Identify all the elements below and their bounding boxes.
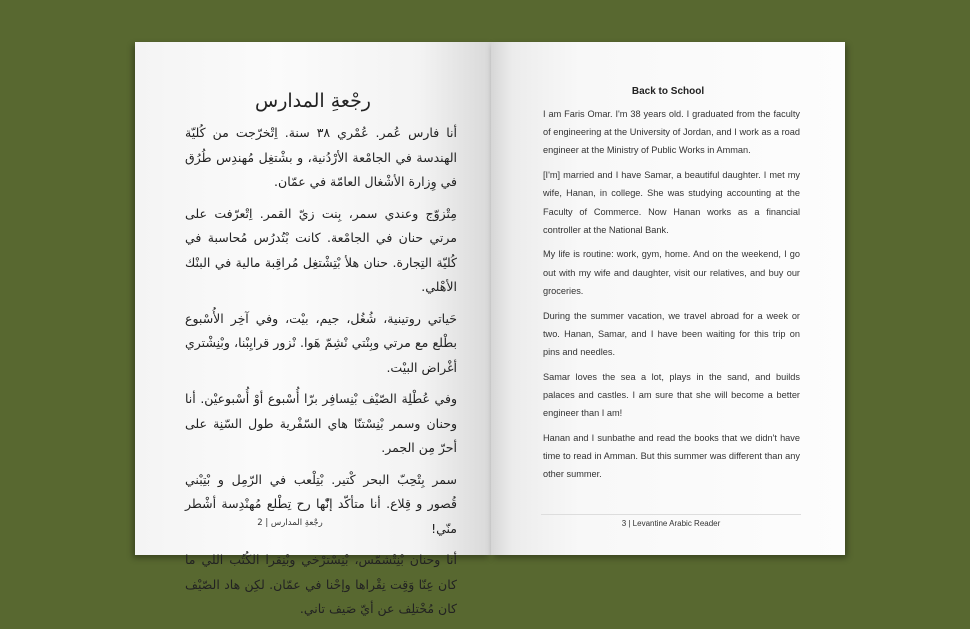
arabic-story-title: رجْعةِ المدارس xyxy=(255,90,371,112)
arabic-story-body xyxy=(185,121,457,629)
english-paragraph: During the summer vacation, we travel abroad for a week or two. Hanan, Samar, and I have been waiting for this trip on pins and needles. xyxy=(543,310,800,357)
english-paragraph: Samar loves the sea a lot, plays in the sand, and builds palaces and castles. I am sure that she will become a better engineer than I am! xyxy=(543,371,800,419)
arabic-paragraph: أنا فارس عُمر. عُمْري ٣٨ سنة. اِتْخرّجت من كُليّة الهندسة في الجامْعة الأرْدُنية، و بشْتغِل مُهندِس طُرُق في وِزارة الأشْغال العامّة في عمّان. xyxy=(185,125,457,189)
left-page-arabic xyxy=(135,42,491,616)
english-paragraph: My life is routine: work, gym, home. And on the weekend, I go out with my wife and daughter, visit our relatives, and buy our groceries. xyxy=(543,249,800,296)
english-story-body xyxy=(543,105,800,490)
right-page-english xyxy=(491,42,845,555)
english-paragraph: I am Faris Omar. I'm 38 years old. I graduated from the faculty of engineering at the University of Jordan, and I work as a road engineer at the Ministry of Public Works in Amman. xyxy=(543,109,800,156)
english-paragraph: [I'm] married and I have Samar, a beautiful daughter. I met my wife, Hanan, in college. She was studying accounting at the Faculty of Commerce. Now Hanan works as a financial controller at the National Bank. xyxy=(543,170,800,235)
right-page-footer: 3 | Levantine Arabic Reader xyxy=(541,514,801,528)
arabic-paragraph: مِتْزوّج وعندي سمر، بِنت زيّ القمر. اِتْعرّفت على مرتي حنان في الجامْعة. كانت بْتُدرُس مُحاسبة في كُليّة التِجارة. حنان هلأ بْتِشْتغِل مُراقِبة مالية في البنْك الأهْلي. xyxy=(185,205,457,294)
english-story-title: Back to School xyxy=(631,86,705,97)
arabic-paragraph: أنا وحنان بْنِتْشمّس، بْنِسْترْخي وبْنِقرا الكُتُب اللي ما كان عِنّا وَقِت نِقْراها وإحْنا في عمّان. لكِن هاد الصّيْف كان مُخْتلِف عن أيّ صَيف تاني. xyxy=(185,552,457,616)
arabic-paragraph: سمر بِتْحِبّ البحر كْتير. بْتِلْعب في الرّمِل و بْتِبْني قُصور و قِلاع. أنا متأكّد إنّْها رح تِطْلع مُهنْدِسة أشْطر منّي! xyxy=(185,471,457,536)
arabic-paragraph: حَياتي روتينية، شُغُل، جيم، بيْت، وفي آخِر الأُسْبوع بطْلع مع مرتي وبِنْتي نْشِمّ هَوا. نْزور قرايِبْنا، وبْنِشْتري أغْراض البيْت. xyxy=(185,310,457,375)
english-paragraph: Hanan and I sunbathe and read the books that we didn't have time to read in Amman. But this summer was different than any other summer. xyxy=(543,432,800,480)
arabic-paragraph: وفي عُطْلِة الصّيْف بْنِسافِر برّا أُسْبوع أوْ أُسْبوعيْن. أنا وحنان وسمر بْنِسْتنّا هاي السّفْرية طول السّنِة على أحرّ مِن الجمر. xyxy=(185,391,457,455)
left-page-footer: رجْعةِ المدارس | 2 xyxy=(257,518,323,528)
